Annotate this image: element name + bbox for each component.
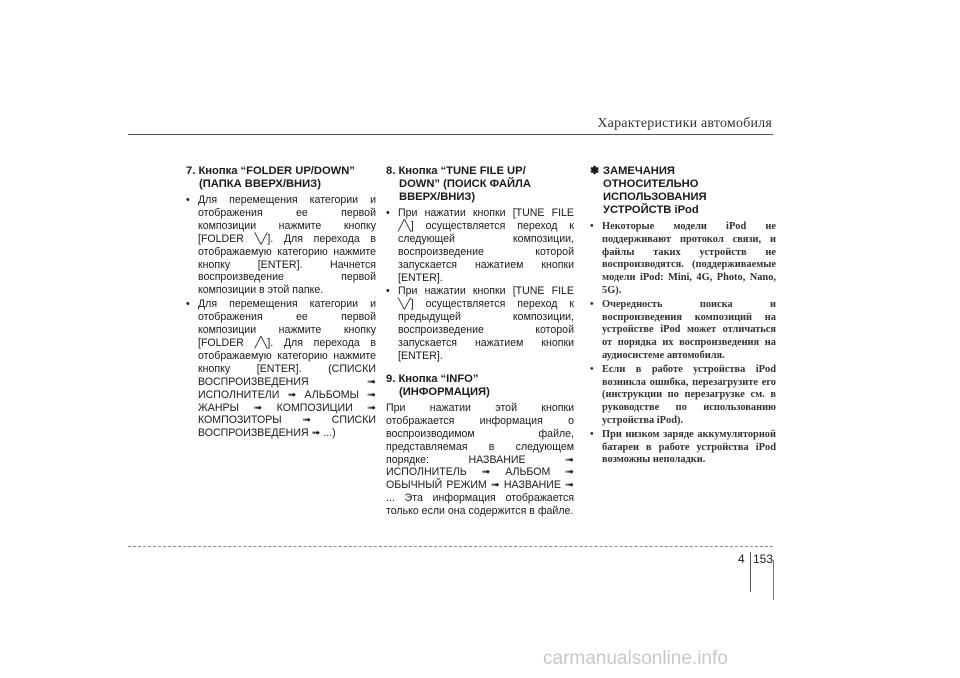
list-item: • При низком заряде аккумуляторной батареи в работе устройства iPod возможны неполадки.	[590, 429, 776, 467]
section-9-heading-line2: (ИНФОРМАЦИЯ)	[399, 385, 490, 398]
section-7-heading-line1: 7. Кнопка “FOLDER UP/DOWN”	[186, 165, 355, 177]
list-item: • При нажатии кнопки [TUNE FILE ╲╱] осуществляется переход к предыдущей композиции, воспроизведение которой запускается нажатием кнопки [ENTER].	[386, 285, 574, 362]
trim-mark	[773, 560, 774, 600]
section-8-heading-line2: DOWN” (ПОИСК ФАЙЛА ВВЕРХ/ВНИЗ)	[399, 178, 531, 203]
section-7-list	[186, 194, 376, 440]
ipod-notes-heading	[590, 165, 776, 217]
ipod-notes-list	[590, 221, 776, 467]
footer-divider	[128, 546, 773, 547]
section-9-heading	[386, 373, 574, 399]
page-header-title: Характеристики автомобиля	[597, 116, 772, 131]
column-1	[186, 165, 376, 450]
header-divider	[128, 134, 773, 135]
list-item: • Очередность поиска и воспроизведения композиций на устройстве iPod может отличаться от порядка их воспроизведения на аудиосистеме автомобиля.	[590, 299, 776, 363]
column-2	[386, 165, 574, 518]
section-8-heading-line1: 8. Кнопка “TUNE FILE UP/	[386, 165, 526, 177]
list-item: • Если в работе устройства iPod возникла ошибка, перезагрузите его (инструкции по перезагрузке см. в руководстве по использованию устройства iPod).	[590, 364, 776, 428]
section-9-heading-line1: 9. Кнопка “INFO”	[386, 372, 479, 385]
page-number-separator	[750, 552, 751, 592]
section-7-heading-line2: (ПАПКА ВВЕРХ/ВНИЗ)	[199, 178, 321, 190]
chapter-number: 4	[738, 552, 745, 566]
note-star-icon: ✽	[590, 165, 600, 177]
section-9-paragraph: При нажатии этой кнопки отображается информация о воспроизводимом файле, представляемая в следующем порядке: НАЗВАНИЕ ➟ ИСПОЛНИТЕЛЬ ➟ АЛЬБОМ ➟ ОБЫЧНЫЙ РЕЖИМ ➟ НАЗВАНИЕ ➟ ... Эта информация отображается только если она содержится в файле.	[386, 401, 574, 518]
section-8-list	[386, 207, 574, 363]
list-item: • Некоторые модели iPod не поддерживают протокол связи, и файлы таких устройств не воспроизводятся. (поддерживаемые модели iPod: Mini, 4G, Photo, Nano, 5G).	[590, 221, 776, 298]
watermark: carmanualsonline.info	[543, 648, 728, 669]
ipod-notes-heading-line1: ЗАМЕЧАНИЯ	[603, 165, 675, 177]
list-item: • Для перемещения категории и отображения ее первой композиции нажмите кнопку [FOLDER ╲╱]. Для перехода в отображаемую категорию нажмите кнопку [ENTER]. Начнется воспроизведение первой композиции в этой папке.	[186, 194, 376, 297]
page-number: 153	[753, 552, 774, 566]
list-item: • Для перемещения категории и отображения ее первой композиции нажмите кнопку [FOLDER ╱╲]. Для перехода в отображаемую категорию нажмите кнопку [ENTER]. (СПИСКИ ВОСПРОИЗВЕДЕНИЯ ➟ ИСПОЛНИТЕЛИ ➟ АЛЬБОМЫ ➟ ЖАНРЫ ➟ КОМПОЗИЦИИ ➟ КОМПОЗИТОРЫ ➟ СПИСКИ ВОСПРОИЗВЕДЕНИЯ ➟ ...)	[186, 298, 376, 440]
ipod-notes-heading-rest: ОТНОСИТЕЛЬНО ИСПОЛЬЗОВАНИЯ УСТРОЙСТВ iPod	[603, 178, 707, 216]
list-item: • При нажатии кнопки [TUNE FILE ╱╲] осуществляется переход к следующей композиции, воспроизведение которой запускается нажатием кнопки [ENTER].	[386, 207, 574, 284]
section-8-heading	[386, 165, 574, 204]
section-7-heading	[186, 165, 376, 191]
column-3	[590, 165, 776, 477]
